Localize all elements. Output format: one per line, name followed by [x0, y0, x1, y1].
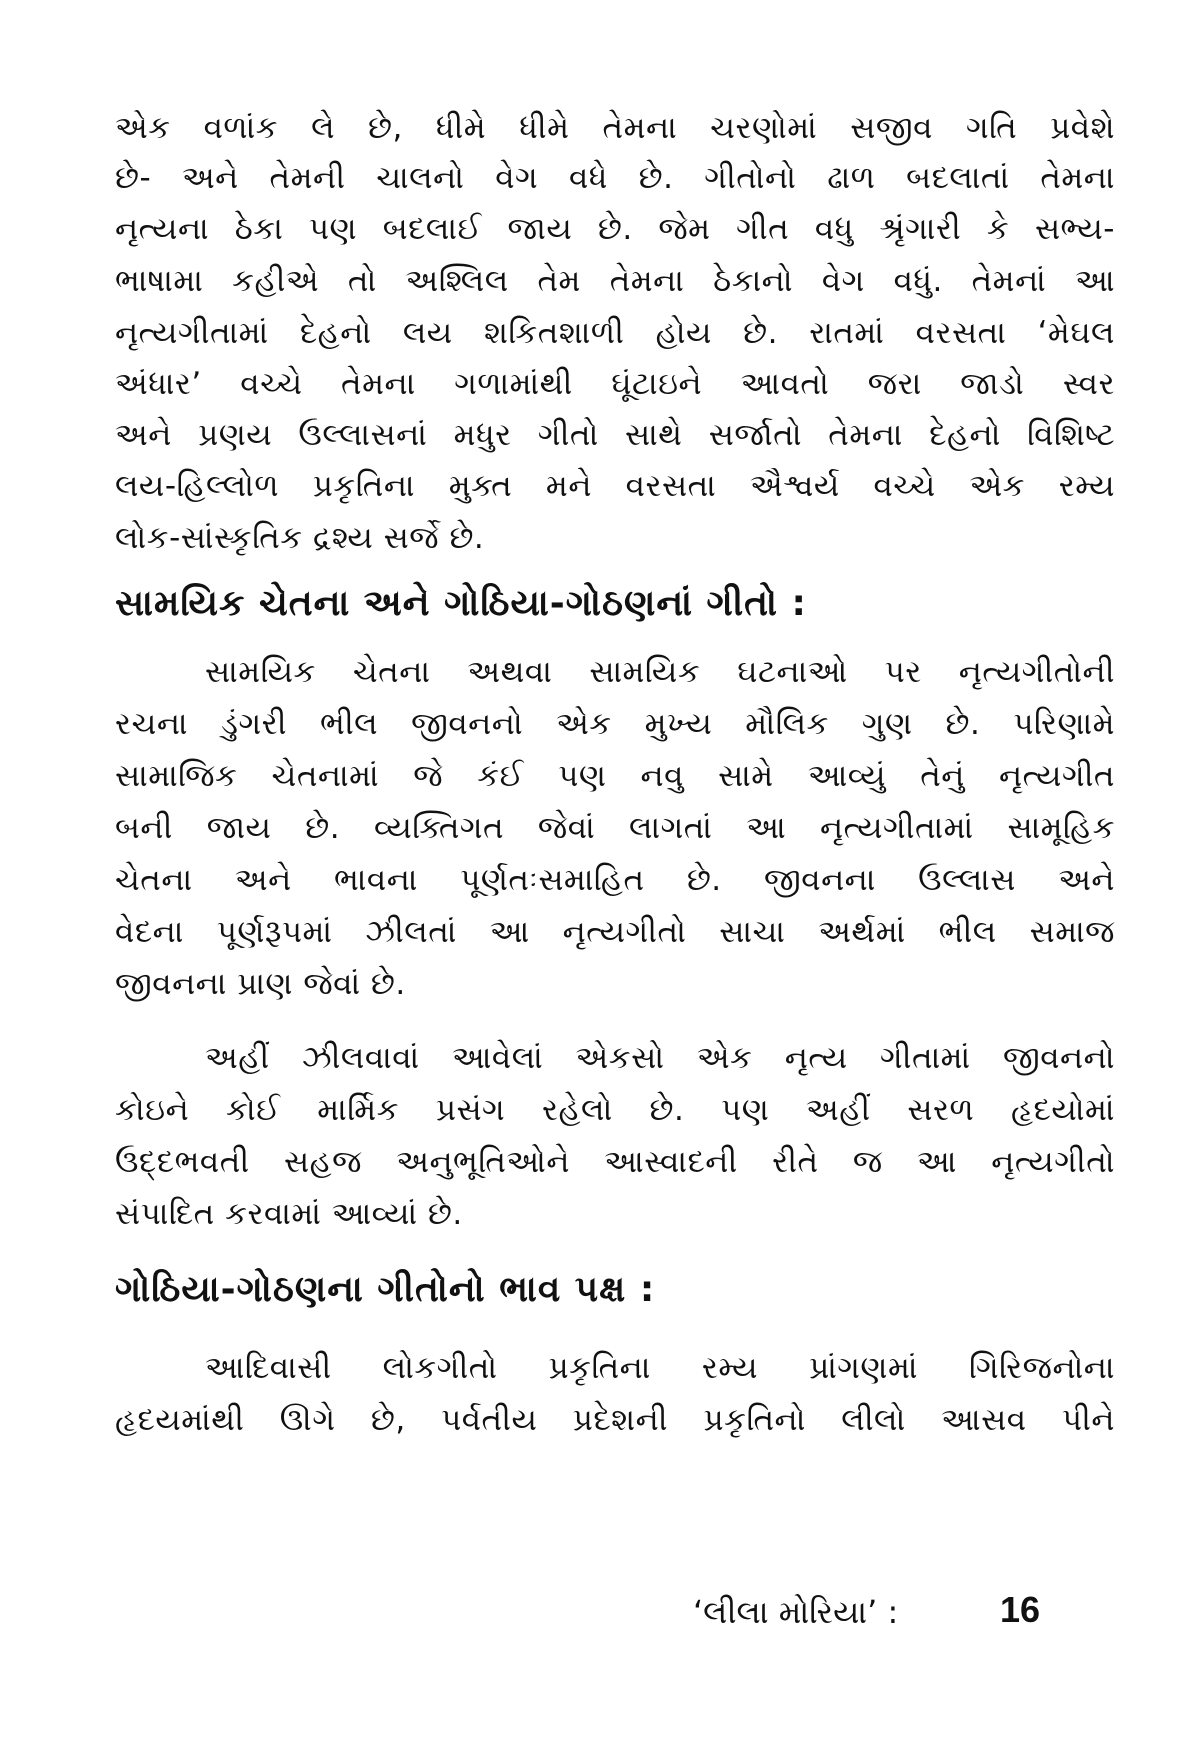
book-title-footer: ‘લીલા મોરિયા’ : — [693, 1593, 899, 1631]
text-line: અને પ્રણય ઉલ્લાસનાં મધુર ગીતો સાથે સર્જાતો તેમના દેહનો વિશિષ્ટ — [115, 417, 1115, 453]
text-line: એક વળાંક લે છે, ધીમે ધીમે તેમના ચરણોમાં સજીવ ગતિ પ્રવેશે — [115, 110, 1115, 146]
text-line: આદિવાસી લોકગીતો પ્રકૃતિના રમ્ય પ્રાંગણમાં ગિરિજનોના — [205, 1350, 1115, 1386]
section-heading: સામયિક ચેતના અને ગોઠિયા-ગોઠણનાં ગીતો : — [115, 583, 807, 624]
text-line: સામયિક ચેતના અથવા સામયિક ઘટનાઓ પર નૃત્યગીતોની — [205, 654, 1115, 690]
text-line: છે- અને તેમની ચાલનો વેગ વધે છે. ગીતોનો ઢાળ બદલાતાં તેમના — [115, 160, 1115, 196]
text-line: જીવનના પ્રાણ જેવાં છે. — [115, 966, 406, 1002]
text-line: ઉદ્દભવતી સહજ અનુભૂતિઓને આસ્વાદની રીતે જ આ નૃત્યગીતો — [115, 1144, 1115, 1180]
text-line: સામાજિક ચેતનામાં જે કંઈ પણ નવુ સામે આવ્યું તેનું નૃત્યગીત — [115, 758, 1115, 794]
text-line: રચના ડુંગરી ભીલ જીવનનો એક મુખ્ય મૌલિક ગુણ છે. પરિણામે — [115, 706, 1115, 742]
text-line: નૃત્યના ઠેકા પણ બદલાઈ જાય છે. જેમ ગીત વધુ શ્રૃંગારી કે સભ્ય- — [115, 211, 1115, 247]
page-number: 16 — [1000, 1589, 1041, 1630]
text-line: કોઇને કોઈ માર્મિક પ્રસંગ રહેલો છે. પણ અહીં સરળ હૃદયોમાં — [115, 1092, 1115, 1128]
text-line: ભાષામા કહીએ તો અશ્લિલ તેમ તેમના ઠેકાનો વેગ વધું. તેમનાં આ — [115, 263, 1115, 299]
text-line: સંપાદિત કરવામાં આવ્યાં છે. — [115, 1196, 463, 1232]
section-heading: ગોઠિયા-ગોઠણના ગીતોનો ભાવ પક્ષ : — [115, 1269, 656, 1310]
text-line: બની જાય છે. વ્યક્તિગત જેવાં લાગતાં આ નૃત્યગીતામાં સામૂહિક — [115, 810, 1115, 846]
text-line: અંધાર’ વચ્ચે તેમના ગળામાંથી ઘૂંટાઇને આવતો જરા જાડો સ્વર — [115, 366, 1115, 402]
text-line: લય-હિલ્લોળ પ્રકૃતિના મુક્ત મને વરસતા ઐશ્વર્ય વચ્ચે એક રમ્ય — [115, 468, 1115, 504]
text-line: લોક-સાંસ્કૃતિક દ્રશ્ય સર્જે છે. — [115, 520, 485, 556]
text-line: નૃત્યગીતામાં દેહનો લય શકિતશાળી હોય છે. રાતમાં વરસતા ‘મેઘલ — [115, 315, 1115, 351]
text-line: ચેતના અને ભાવના પૂર્ણતઃસમાહિત છે. જીવનના ઉલ્લાસ અને — [115, 862, 1115, 898]
text-line: અહીં ઝીલવાવાં આવેલાં એકસો એક નૃત્ય ગીતામાં જીવનનો — [205, 1040, 1115, 1076]
text-line: હૃદયમાંથી ઊગે છે, પર્વતીય પ્રદેશની પ્રકૃતિનો લીલો આસવ પીને — [115, 1402, 1115, 1438]
text-line: વેદના પૂર્ણરૂપમાં ઝીલતાં આ નૃત્યગીતો સાચા અર્થમાં ભીલ સમાજ — [115, 914, 1115, 950]
